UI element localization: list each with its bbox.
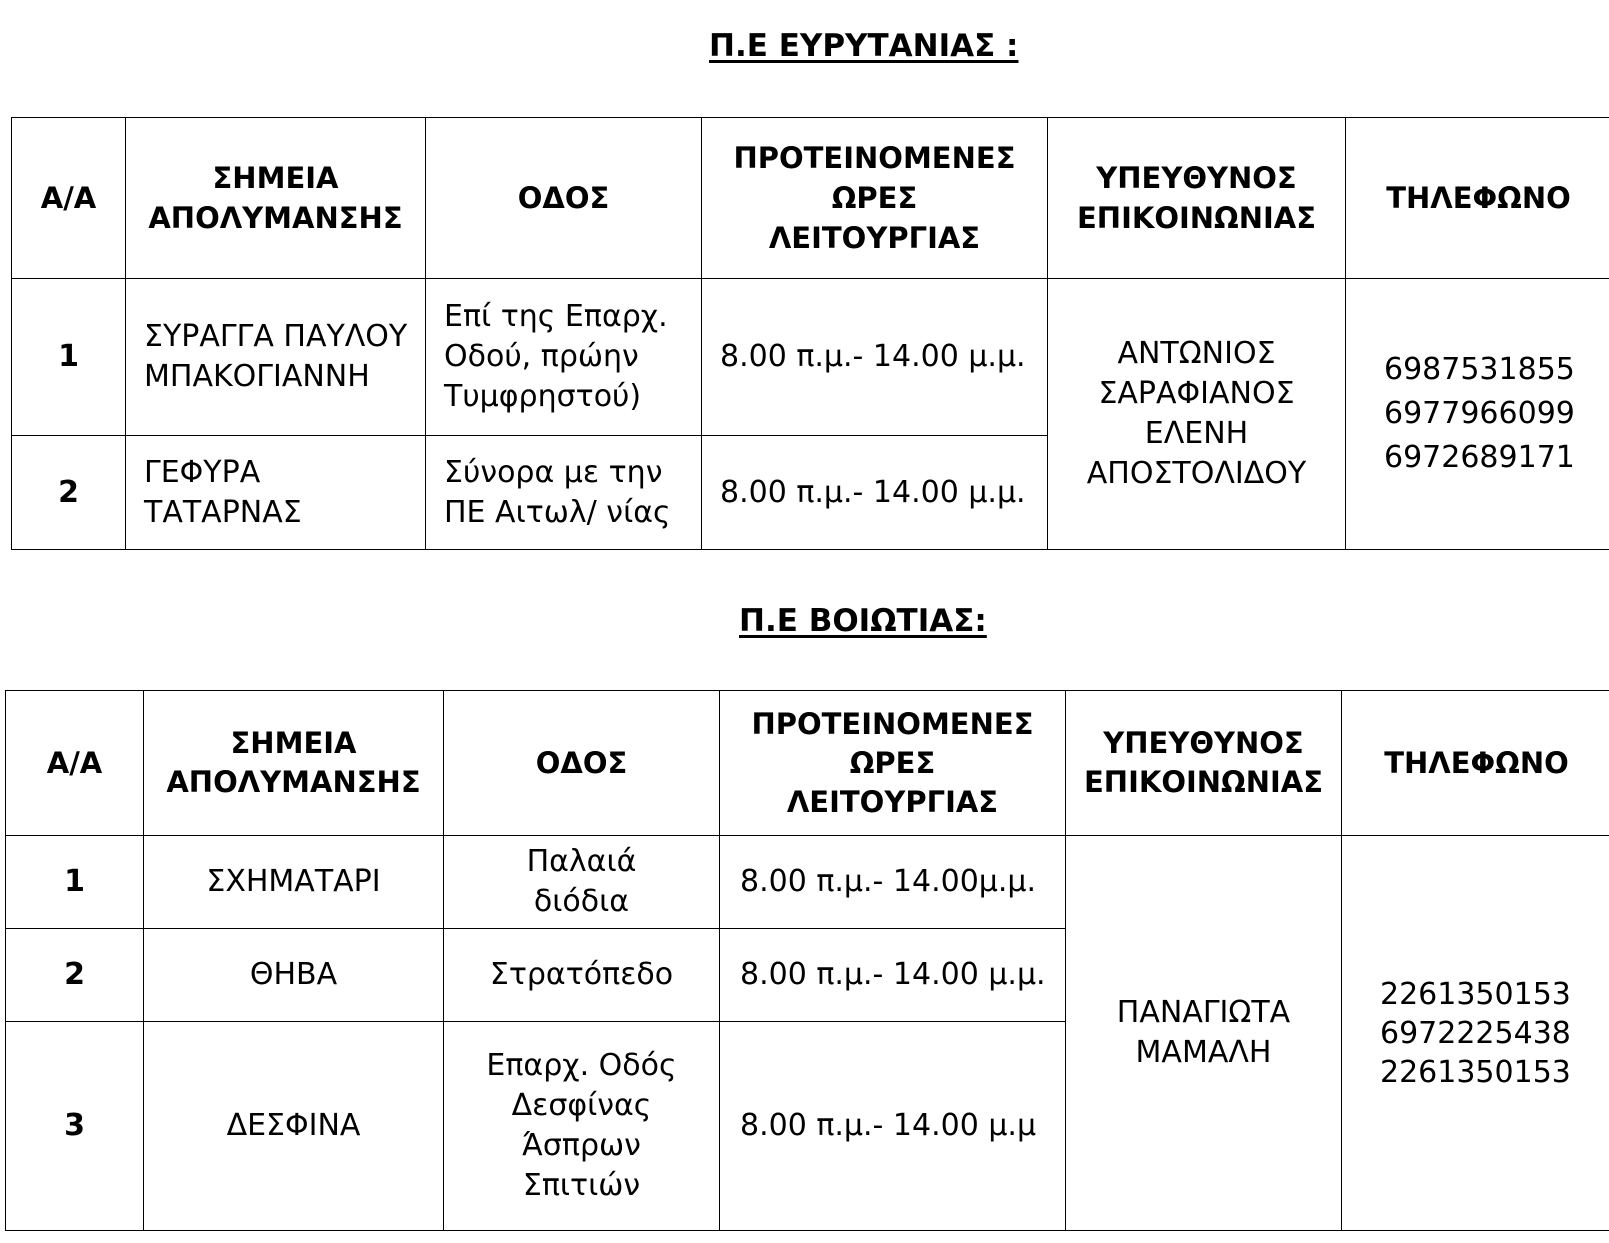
- operating-hours: 8.00 π.μ.- 14.00 μ.μ.: [702, 279, 1048, 436]
- section-title-evrytania: Π.Ε ΕΥΡΥΤΑΝΙΑΣ :: [709, 28, 1019, 64]
- operating-hours: 8.00 π.μ.- 14.00 μ.μ.: [720, 929, 1066, 1022]
- table-header-row: [6, 691, 1609, 836]
- disinfection-table-voiotia: [5, 690, 1609, 1231]
- column-header-hours: ΠΡΟΤΕΙΝΟΜΕΝΕΣ ΩΡΕΣ ΛΕΙΤΟΥΡΓΙΑΣ: [720, 691, 1066, 836]
- operating-hours: 8.00 π.μ.- 14.00 μ.μ: [720, 1022, 1066, 1231]
- road: Σύνορα με την ΠΕ Αιτωλ/ νίας: [426, 436, 702, 550]
- road: Επαρχ. Οδός Δεσφίνας Άσπρων Σπιτιών: [444, 1022, 720, 1231]
- row-number: 1: [12, 279, 126, 436]
- table-header-row: [12, 118, 1609, 279]
- disinfection-point: ΓΕΦΥΡΑ ΤΑΤΑΡΝΑΣ: [126, 436, 426, 550]
- column-header-phone: ΤΗΛΕΦΩΝΟ: [1342, 691, 1609, 836]
- row-number: 2: [12, 436, 126, 550]
- column-header-phone: ΤΗΛΕΦΩΝΟ: [1346, 118, 1609, 279]
- disinfection-point: ΔΕΣΦΙΝΑ: [144, 1022, 444, 1231]
- operating-hours: 8.00 π.μ.- 14.00μ.μ.: [720, 836, 1066, 929]
- column-header-aa: Α/Α: [12, 118, 126, 279]
- column-header-aa: Α/Α: [6, 691, 144, 836]
- column-header-points: ΣΗΜΕΙΑ ΑΠΟΛΥΜΑΝΣΗΣ: [126, 118, 426, 279]
- disinfection-table-evrytania: [11, 117, 1609, 550]
- operating-hours: 8.00 π.μ.- 14.00 μ.μ.: [702, 436, 1048, 550]
- column-header-points: ΣΗΜΕΙΑ ΑΠΟΛΥΜΑΝΣΗΣ: [144, 691, 444, 836]
- row-number: 2: [6, 929, 144, 1022]
- disinfection-point: ΣΥΡΑΓΓΑ ΠΑΥΛΟΥ ΜΠΑΚΟΓΙΑΝΝΗ: [126, 279, 426, 436]
- road: Επί της Επαρχ. Οδού, πρώην Τυμφρηστού): [426, 279, 702, 436]
- column-header-contact: ΥΠΕΥΘΥΝΟΣ ΕΠΙΚΟΙΝΩΝΙΑΣ: [1048, 118, 1346, 279]
- disinfection-point: ΣΧΗΜΑΤΑΡΙ: [144, 836, 444, 929]
- phone-numbers: 6987531855 6977966099 6972689171: [1346, 279, 1609, 550]
- contact-person: ΑΝΤΩΝΙΟΣ ΣΑΡΑΦΙΑΝΟΣ ΕΛΕΝΗ ΑΠΟΣΤΟΛΙΔΟΥ: [1048, 279, 1346, 550]
- column-header-road: ΟΔΟΣ: [426, 118, 702, 279]
- column-header-hours: ΠΡΟΤΕΙΝΟΜΕΝΕΣ ΩΡΕΣ ΛΕΙΤΟΥΡΓΙΑΣ: [702, 118, 1048, 279]
- phone-numbers: 2261350153 6972225438 2261350153: [1342, 836, 1609, 1231]
- row-number: 1: [6, 836, 144, 929]
- road: Στρατόπεδο: [444, 929, 720, 1022]
- disinfection-point: ΘΗΒΑ: [144, 929, 444, 1022]
- table-row: [6, 836, 1609, 929]
- section-title-voiotia: Π.Ε ΒΟΙΩΤΙΑΣ:: [739, 603, 987, 639]
- road: Παλαιά διόδια: [444, 836, 720, 929]
- column-header-road: ΟΔΟΣ: [444, 691, 720, 836]
- table-row: [12, 279, 1609, 436]
- column-header-contact: ΥΠΕΥΘΥΝΟΣ ΕΠΙΚΟΙΝΩΝΙΑΣ: [1066, 691, 1342, 836]
- row-number: 3: [6, 1022, 144, 1231]
- contact-person: ΠΑΝΑΓΙΩΤΑ ΜΑΜΑΛΗ: [1066, 836, 1342, 1231]
